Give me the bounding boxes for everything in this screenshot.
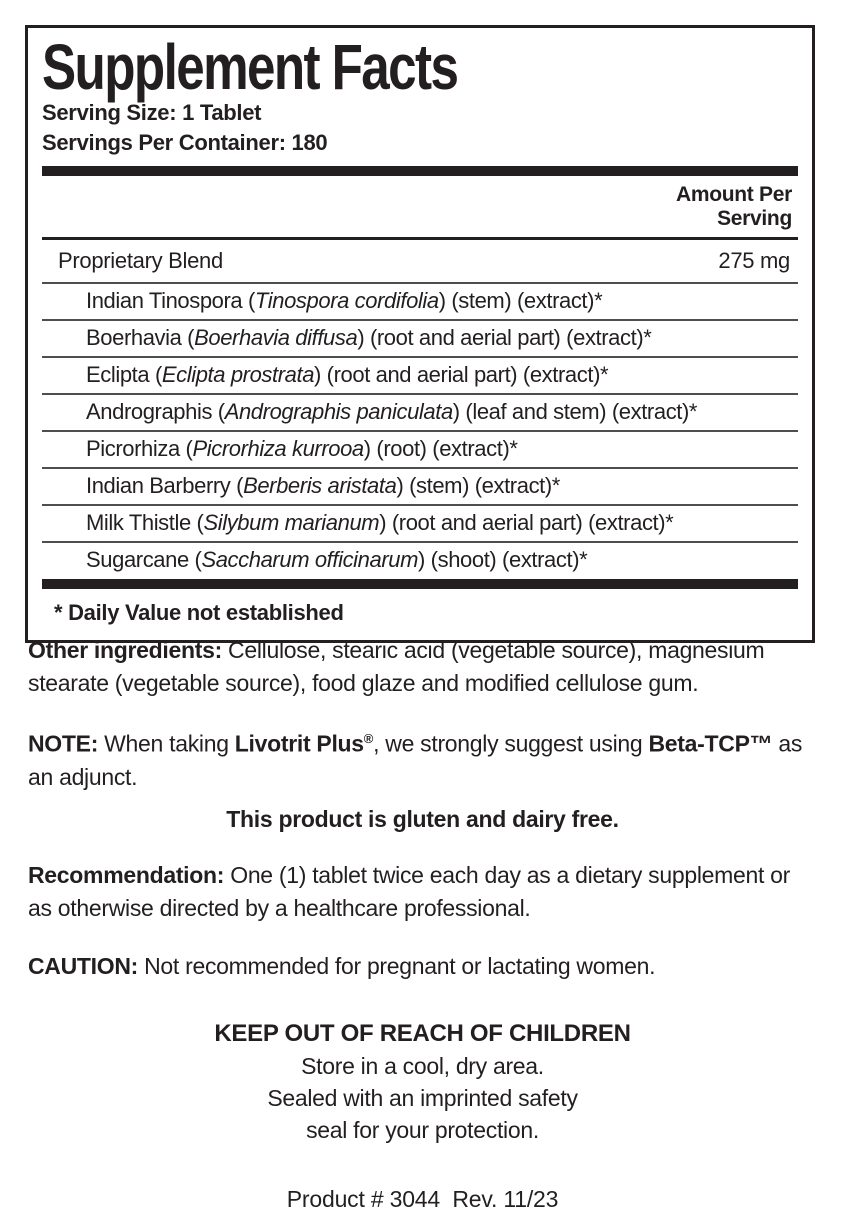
note-text: , we strongly suggest using [373,730,649,757]
storage-line: Store in a cool, dry area. [301,1052,544,1079]
registered-mark: ® [363,731,374,746]
storage-line: seal for your protection. [306,1116,539,1143]
ingredient-latin-name: Berberis aristata [243,473,397,498]
ingredient-row [42,319,798,356]
keep-out-of-reach-line: KEEP OUT OF REACH OF CHILDREN [214,1019,631,1047]
recommendation-text: One (1) tablet twice each day as a dietary supplement or as otherwise directed by a healthcare professional. [28,861,791,921]
blend-amount: 275 mg [718,248,790,273]
caution-label: CAUTION: [28,952,139,979]
amount-header-line2: Serving [717,207,792,230]
note-text: When taking [104,730,235,757]
ingredient-latin-name: Silybum marianum [203,510,380,535]
ingredient-row [42,393,798,430]
divider-thick-top [42,166,798,176]
other-ingredients-paragraph [28,634,817,700]
product-name-beta-tcp: Beta-TCP™ [648,730,773,757]
ingredient-name: Andrographis ( [86,399,225,424]
ingredient-latin-name: Boerhavia diffusa [194,325,358,350]
ingredient-detail: ) (leaf and stem) (extract)* [452,399,698,424]
ingredient-name: Milk Thistle ( [86,510,204,535]
ingredient-row [42,541,798,578]
ingredient-name: Boerhavia ( [86,325,195,350]
note-label: NOTE: [28,730,105,757]
serving-size: Serving Size: 1 Tablet [42,100,262,125]
ingredient-row [42,504,798,541]
ingredient-latin-name: Andrographis paniculata [224,399,453,424]
label-body-text [28,617,817,1213]
storage-block [28,1018,817,1146]
ingredient-row [42,430,798,467]
ingredient-name: Eclipta ( [86,362,162,387]
ingredient-detail: ) (root and aerial part) (extract)* [357,325,652,350]
ingredient-detail: ) (root and aerial part) (extract)* [314,362,609,387]
ingredient-detail: ) (root) (extract)* [363,436,518,461]
ingredient-name: Indian Barberry ( [86,473,244,498]
ingredient-detail: ) (stem) (extract)* [438,288,603,313]
ingredient-detail: ) (stem) (extract)* [396,473,560,498]
gluten-dairy-free-line: This product is gluten and dairy free. [226,805,619,832]
other-ingredients-label: Other ingredients: [28,637,222,663]
note-paragraph [28,722,817,794]
note-text: as an adjunct. [28,730,803,790]
ingredient-latin-name: Tinospora cordifolia [254,288,439,313]
product-number-line: Product # 3044 Rev. 11/23 [286,1185,559,1212]
panel-title: Supplement Facts [42,31,458,103]
ingredient-latin-name: Saccharum officinarum [201,547,419,572]
ingredient-detail: ) (shoot) (extract)* [418,547,588,572]
ingredient-latin-name: Eclipta prostrata [161,362,315,387]
amount-per-serving-header [42,176,798,240]
ingredient-name: Sugarcane ( [86,547,202,572]
daily-value-footnote: * Daily Value not established [54,600,344,625]
recommendation-paragraph [28,859,817,925]
ingredient-detail: ) (root and aerial part) (extract)* [379,510,674,535]
ingredient-name: Picrorhiza ( [86,436,193,461]
supplement-facts-panel [25,25,815,643]
ingredient-list [42,282,798,578]
caution-paragraph [28,950,817,983]
proprietary-blend-row [42,240,798,282]
ingredient-name: Indian Tinospora ( [86,288,255,313]
other-ingredients-text: Cellulose, stearic acid (vegetable source), magnesium stearate (vegetable source), food glaze and modified cellulose gum. [28,637,765,696]
amount-header-line1: Amount Per [675,183,792,206]
blend-name: Proprietary Blend [58,248,223,273]
product-name-livotrit: Livotrit Plus [234,730,364,757]
ingredient-row [42,356,798,393]
ingredient-row [42,467,798,504]
ingredient-latin-name: Picrorhiza kurrooa [192,436,364,461]
divider-thick-bottom [42,579,798,589]
servings-per-container: Servings Per Container: 180 [42,130,328,155]
storage-line: Sealed with an imprinted safety [267,1084,578,1111]
recommendation-label: Recommendation: [28,861,225,888]
ingredient-row [42,282,798,319]
caution-text: Not recommended for pregnant or lactating women. [138,952,656,979]
